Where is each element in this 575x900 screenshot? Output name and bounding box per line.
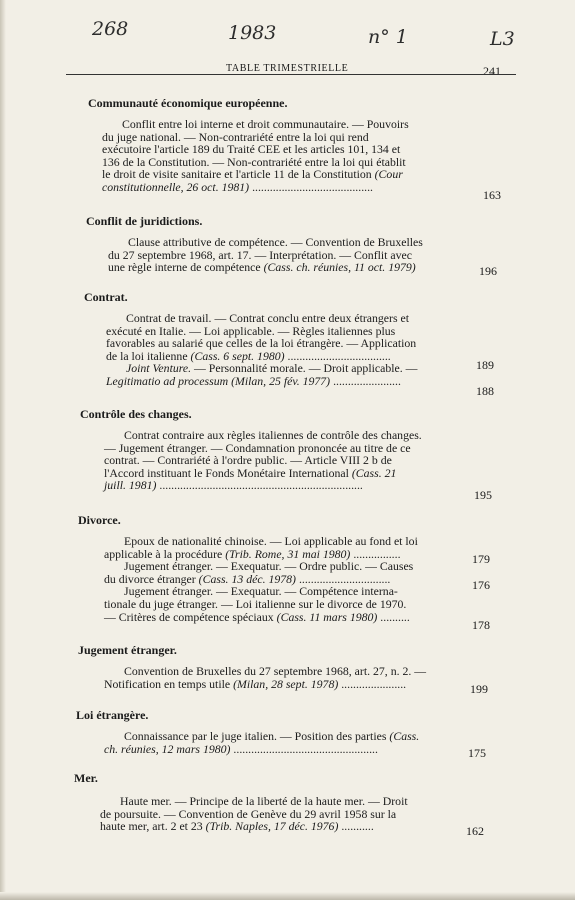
entry-term: Joint Venture. — [126, 361, 192, 376]
section-heading: Conflit de juridictions. — [86, 214, 203, 228]
leader-dots: ........... — [338, 819, 374, 834]
entry-line: — Jugement étranger. — Condamnation prononcée au titre de ce — [104, 440, 411, 455]
entry-line: favorables au salarié que celles de la loi étrangère. — Application — [106, 336, 417, 351]
citation: (Cass. 21 — [351, 465, 397, 480]
citation: ch. réunies, 12 mars 1980) — [104, 741, 231, 756]
entry-line: l'Accord instituant le Fonds Monétaire International — [104, 465, 349, 480]
entry-line: Connaissance par le juge italien. — Position des parties — [124, 729, 387, 743]
entry-line: Epoux de nationalité chinoise. — Loi applicable au fond et loi — [124, 534, 418, 548]
header-rule — [66, 74, 516, 75]
entry-line: du divorce étranger — [104, 571, 196, 586]
entry-line: Jugement étranger. — Exequatur. — Ordre public. — Causes — [124, 559, 414, 574]
citation: (Milan, 28 sept. 1978) — [233, 676, 339, 691]
page-edge-shadow — [0, 0, 6, 900]
section-heading: Mer. — [74, 771, 98, 785]
entry-line: Haute mer. — Principe de la liberté de la haute mer. — Droit — [120, 794, 408, 808]
index-entry — [106, 312, 462, 388]
running-header-title: TABLE TRIMESTRIELLE — [226, 63, 349, 74]
citation: (Cour — [374, 167, 403, 182]
leader-dots: ................................................. — [230, 741, 378, 756]
entry-line: Convention de Bruxelles du 27 septembre 1968, art. 27, n. 2. — — [124, 664, 427, 678]
entry-page-number: 163 — [483, 188, 501, 202]
page-bottom-shadow — [0, 892, 575, 900]
entry-line: de poursuite. — Convention de Genève du 29 avril 1958 sur la — [100, 806, 397, 821]
index-entry — [104, 535, 458, 623]
citation: (Trib. Naples, 17 déc. 1976) — [205, 819, 339, 834]
leader-dots: ................................... — [284, 348, 391, 363]
entry-page-number: 189 — [476, 358, 494, 372]
entry-page-number: 196 — [479, 264, 497, 278]
entry-line: Jugement étranger. — Exequatur. — Compétence interna- — [124, 584, 398, 599]
entry-line: exécutoire l'article 189 du Traité CEE et les articles 101, 134 et — [102, 142, 401, 157]
index-entry — [100, 795, 456, 833]
entry-line: Conflit entre loi interne et droit communautaire. — Pouvoirs — [122, 117, 409, 131]
entry-line: contrat. — Contrariété à l'ordre public. — Article VIII 2 b de — [104, 453, 392, 468]
citation: juill. 1981) — [104, 478, 157, 493]
entry-line: Contrat de travail. — Contrat conclu entre deux étrangers et — [126, 311, 410, 325]
leader-dots: .......... — [377, 609, 410, 624]
index-entry — [108, 236, 464, 274]
citation: Legitimatio ad processum (Milan, 25 fév. 1977) — [106, 373, 331, 388]
entry-line: tionale du juge étranger. — Loi italienne sur le divorce de 1970. — [104, 596, 407, 611]
entry-line: applicable à la procédure — [104, 546, 223, 561]
entry-page-number: 162 — [466, 824, 484, 838]
section-heading: Contrôle des changes. — [80, 407, 192, 421]
leader-dots: ...................... — [338, 676, 407, 691]
entry-page-number: 179 — [472, 552, 490, 566]
leader-dots: ............................... — [296, 571, 391, 586]
entry-line: du juge national. — Non-contrariété entre la loi qui rend — [102, 129, 369, 144]
citation: (Trib. Rome, 31 mai 1980) — [225, 546, 351, 561]
leader-dots: ......................................... — [249, 179, 373, 194]
entry-page-number: 199 — [470, 682, 488, 696]
citation: (Cass. 6 sept. 1980) — [190, 348, 285, 363]
index-entry — [104, 665, 458, 690]
entry-line: exécuté en Italie. — Loi applicable. — Règles italiennes plus — [106, 323, 396, 338]
entry-page-number: 178 — [472, 618, 490, 632]
section-heading: Contrat. — [84, 290, 128, 304]
citation: (Cass. — [389, 729, 420, 743]
entry-line: Clause attributive de compétence. — Convention de Bruxelles — [128, 235, 423, 249]
entry-line: du 27 septembre 1968, art. 17. — Interprétation. — Conflit avec — [108, 247, 413, 262]
handwritten-number: 268 — [92, 18, 129, 40]
page-number: 241 — [483, 64, 501, 78]
entry-page-number: 195 — [474, 488, 492, 502]
handwritten-issue: n° 1 — [368, 26, 408, 48]
entry-line: haute mer, art. 2 et 23 — [100, 819, 203, 834]
leader-dots: ................ — [350, 546, 401, 561]
index-entry — [104, 730, 458, 755]
citation: (Cass. ch. réunies, 11 oct. 1979) — [263, 260, 416, 275]
entry-page-number: 175 — [468, 746, 486, 760]
index-entry — [104, 429, 460, 492]
handwritten-year: 1983 — [228, 22, 277, 44]
section-heading: Divorce. — [78, 513, 121, 527]
entry-line: le droit de visite sanitaire et l'article 11 de la Constitution — [102, 167, 372, 182]
section-heading: Communauté économique européenne. — [88, 96, 288, 110]
handwritten-code: L3 — [490, 28, 515, 50]
entry-line: Notification en temps utile — [104, 676, 231, 691]
entry-line: une règle interne de compétence — [108, 260, 261, 275]
entry-line: de la loi italienne — [106, 348, 188, 363]
entry-line: — Critères de compétence spéciaux — [104, 609, 274, 624]
section-heading: Jugement étranger. — [78, 643, 177, 657]
citation: (Cass. 13 déc. 1978) — [198, 571, 296, 586]
section-heading: Loi étrangère. — [76, 708, 149, 722]
leader-dots: ..................................................................... — [156, 478, 363, 493]
entry-page-number: 188 — [476, 384, 494, 398]
index-entry — [102, 118, 464, 194]
entry-line: — Personnalité morale. — Droit applicable. — — [191, 361, 418, 376]
leader-dots: ....................... — [330, 373, 401, 388]
entry-line: 136 de la Constitution. — Non-contrariété entre la loi qui établit — [102, 154, 406, 169]
entry-page-number: 176 — [472, 578, 490, 592]
citation: constitutionnelle, 26 oct. 1981) — [102, 179, 250, 194]
citation: (Cass. 11 mars 1980) — [276, 609, 378, 624]
entry-line: Contrat contraire aux règles italiennes de contrôle des changes. — [124, 428, 422, 442]
